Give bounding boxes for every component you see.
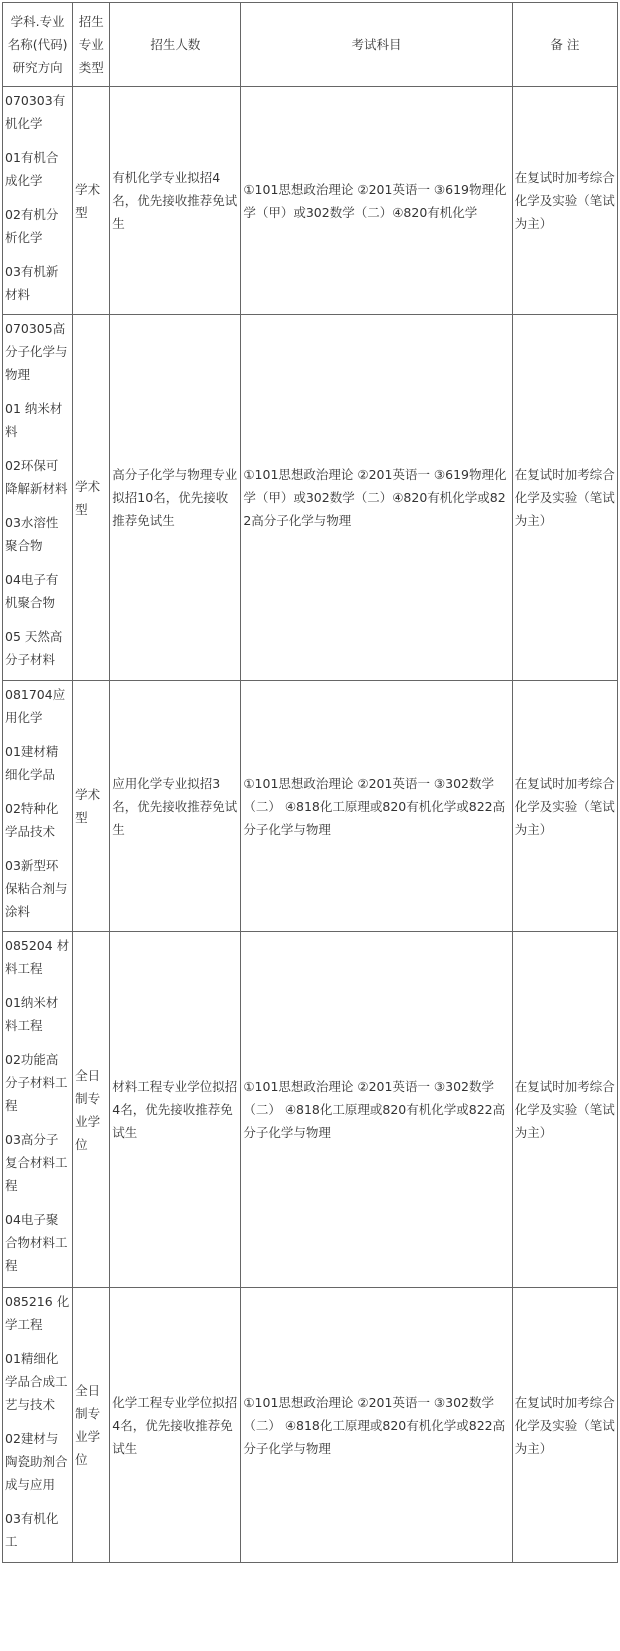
major-code: 085204 材料工程	[5, 938, 70, 976]
direction-item: 04电子聚合物材料工程	[5, 1212, 68, 1273]
note-cell: 在复试时加考综合化学及实验（笔试为主）	[512, 87, 617, 315]
direction-item: 03有机新材料	[5, 264, 59, 302]
header-note: 备 注	[512, 3, 617, 87]
direction-item: 02有机分析化学	[5, 207, 59, 245]
direction-item: 05 天然高分子材料	[5, 629, 63, 667]
major-cell	[3, 681, 73, 932]
header-quota: 招生人数	[110, 3, 241, 87]
table-row	[3, 315, 618, 681]
direction-item: 02特种化学品技术	[5, 801, 59, 839]
exam-cell: ①101思想政治理论 ②201英语一 ③302数学（二） ④818化工原理或820有机化学或822高分子化学与物理	[241, 681, 512, 932]
quota-cell: 高分子化学与物理专业拟招10名，优先接收推荐免试生	[110, 315, 241, 681]
major-code: 070303有机化学	[5, 93, 66, 131]
direction-item: 03有机化工	[5, 1511, 59, 1549]
direction-item: 03新型环保粘合剂与涂料	[5, 858, 68, 919]
table-row	[3, 932, 618, 1288]
table-row	[3, 87, 618, 315]
program-type: 学术型	[73, 681, 110, 932]
table-row	[3, 1288, 618, 1563]
quota-cell: 应用化学专业拟招3名，优先接收推荐免试生	[110, 681, 241, 932]
direction-item: 01纳米材料工程	[5, 995, 59, 1033]
quota-cell: 材料工程专业学位拟招4名，优先接收推荐免试生	[110, 932, 241, 1288]
direction-item: 01有机合成化学	[5, 150, 59, 188]
direction-item: 02环保可降解新材料	[5, 458, 68, 496]
major-code: 070305高分子化学与物理	[5, 321, 68, 382]
header-exam: 考试科目	[241, 3, 512, 87]
major-cell	[3, 87, 73, 315]
table-row	[3, 681, 618, 932]
header-row	[3, 3, 618, 87]
program-type: 全日制专业学位	[73, 932, 110, 1288]
admissions-table	[2, 2, 618, 1563]
exam-cell: ①101思想政治理论 ②201英语一 ③302数学（二） ④818化工原理或820有机化学或822高分子化学与物理	[241, 1288, 512, 1563]
exam-cell: ①101思想政治理论 ②201英语一 ③619物理化学（甲）或302数学（二）④820有机化学或822高分子化学与物理	[241, 315, 512, 681]
major-cell	[3, 1288, 73, 1563]
program-type: 学术型	[73, 87, 110, 315]
major-code: 085216 化学工程	[5, 1294, 70, 1332]
note-cell: 在复试时加考综合化学及实验（笔试为主）	[512, 681, 617, 932]
direction-item: 02功能高分子材料工程	[5, 1052, 68, 1113]
program-type: 全日制专业学位	[73, 1288, 110, 1563]
direction-item: 04电子有机聚合物	[5, 572, 59, 610]
quota-cell: 有机化学专业拟招4名，优先接收推荐免试生	[110, 87, 241, 315]
direction-item: 02建材与陶瓷助剂合成与应用	[5, 1431, 68, 1492]
header-major: 学科.专业名称(代码)研究方向	[3, 3, 73, 87]
direction-item: 01精细化学品合成工艺与技术	[5, 1351, 68, 1412]
note-cell: 在复试时加考综合化学及实验（笔试为主）	[512, 315, 617, 681]
direction-item: 01建材精细化学品	[5, 744, 59, 782]
direction-item: 03高分子复合材料工程	[5, 1132, 68, 1193]
exam-cell: ①101思想政治理论 ②201英语一 ③302数学（二） ④818化工原理或820有机化学或822高分子化学与物理	[241, 932, 512, 1288]
quota-cell: 化学工程专业学位拟招4名，优先接收推荐免试生	[110, 1288, 241, 1563]
major-cell	[3, 315, 73, 681]
direction-item: 03水溶性聚合物	[5, 515, 59, 553]
major-cell	[3, 932, 73, 1288]
major-code: 081704应用化学	[5, 687, 66, 725]
exam-cell: ①101思想政治理论 ②201英语一 ③619物理化学（甲）或302数学（二）④820有机化学	[241, 87, 512, 315]
direction-item: 01 纳米材料	[5, 401, 63, 439]
note-cell: 在复试时加考综合化学及实验（笔试为主）	[512, 1288, 617, 1563]
note-cell: 在复试时加考综合化学及实验（笔试为主）	[512, 932, 617, 1288]
program-type: 学术型	[73, 315, 110, 681]
header-type: 招生专业类型	[73, 3, 110, 87]
